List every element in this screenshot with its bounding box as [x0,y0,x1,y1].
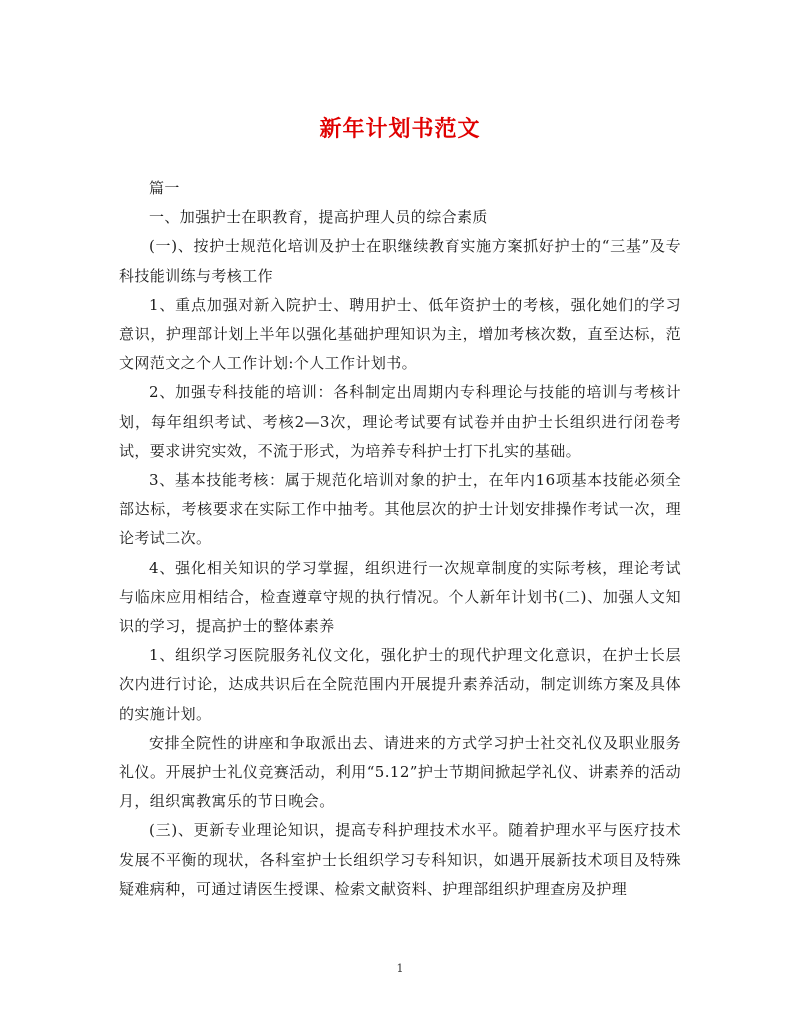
paragraph: 1、组织学习医院服务礼仪文化，强化护士的现代护理文化意识，在护士长层次内进行讨论，达成共识后在全院范围内开展提升素养活动，制定训练方案及具体的实施计划。 [119,646,681,723]
document-title: 新年计划书范文 [319,116,481,142]
section-heading: 一、加强护士在职教育，提高护理人员的综合素质 [149,208,488,227]
paragraph: 1、重点加强对新入院护士、聘用护士、低年资护士的考核，强化她们的学习意识，护理部计划上半年以强化基础护理知识为主，增加考核次数，直至达标，范文网范文之个人工作计划:个人工作计划书。 [119,295,681,373]
section-label: 篇一 [149,179,180,197]
paragraph: 2、加强专科技能的培训：各科制定出周期内专科理论与技能的培训与考核计划，每年组织考试、考核2—3次，理论考试要有试卷并由护士长组织进行闭卷考试，要求讲究实效，不流于形式，为培养专科护士打下扎实的基础。 [119,383,681,460]
paragraph: (三)、更新专业理论知识，提高专科护理技术水平。随着护理水平与医疗技术发展不平衡的现状，各科室护士长组织学习专科知识，如遇开展新技术项目及特殊疑难病种，可通过请医生授课、检索文献资料、护理部组织护理查房及护理 [119,821,681,898]
subsection-heading: (一)、按护士规范化培训及护士在职继续教育实施方案抓好护士的“三基”及专科技能训练与考核工作 [119,237,681,285]
paragraph: 4、强化相关知识的学习掌握，组织进行一次规章制度的实际考核，理论考试与临床应用相结合，检查遵章守规的执行情况。个人新年计划书(二)、加强人文知识的学习，提高护士的整体素养 [119,558,681,636]
page-number: 1 [396,962,404,975]
paragraph: 安排全院性的讲座和争取派出去、请进来的方式学习护士社交礼仪及职业服务礼仪。开展护士礼仪竞赛活动，利用“5.12”护士节期间掀起学礼仪、讲素养的活动月，组织寓教寓乐的节日晚会。 [119,733,681,811]
document-body [119,174,681,904]
paragraph: 3、基本技能考核：属于规范化培训对象的护士，在年内16项基本技能必须全部达标，考核要求在实际工作中抽考。其他层次的护士计划安排操作考试一次，理论考试二次。 [119,471,681,548]
